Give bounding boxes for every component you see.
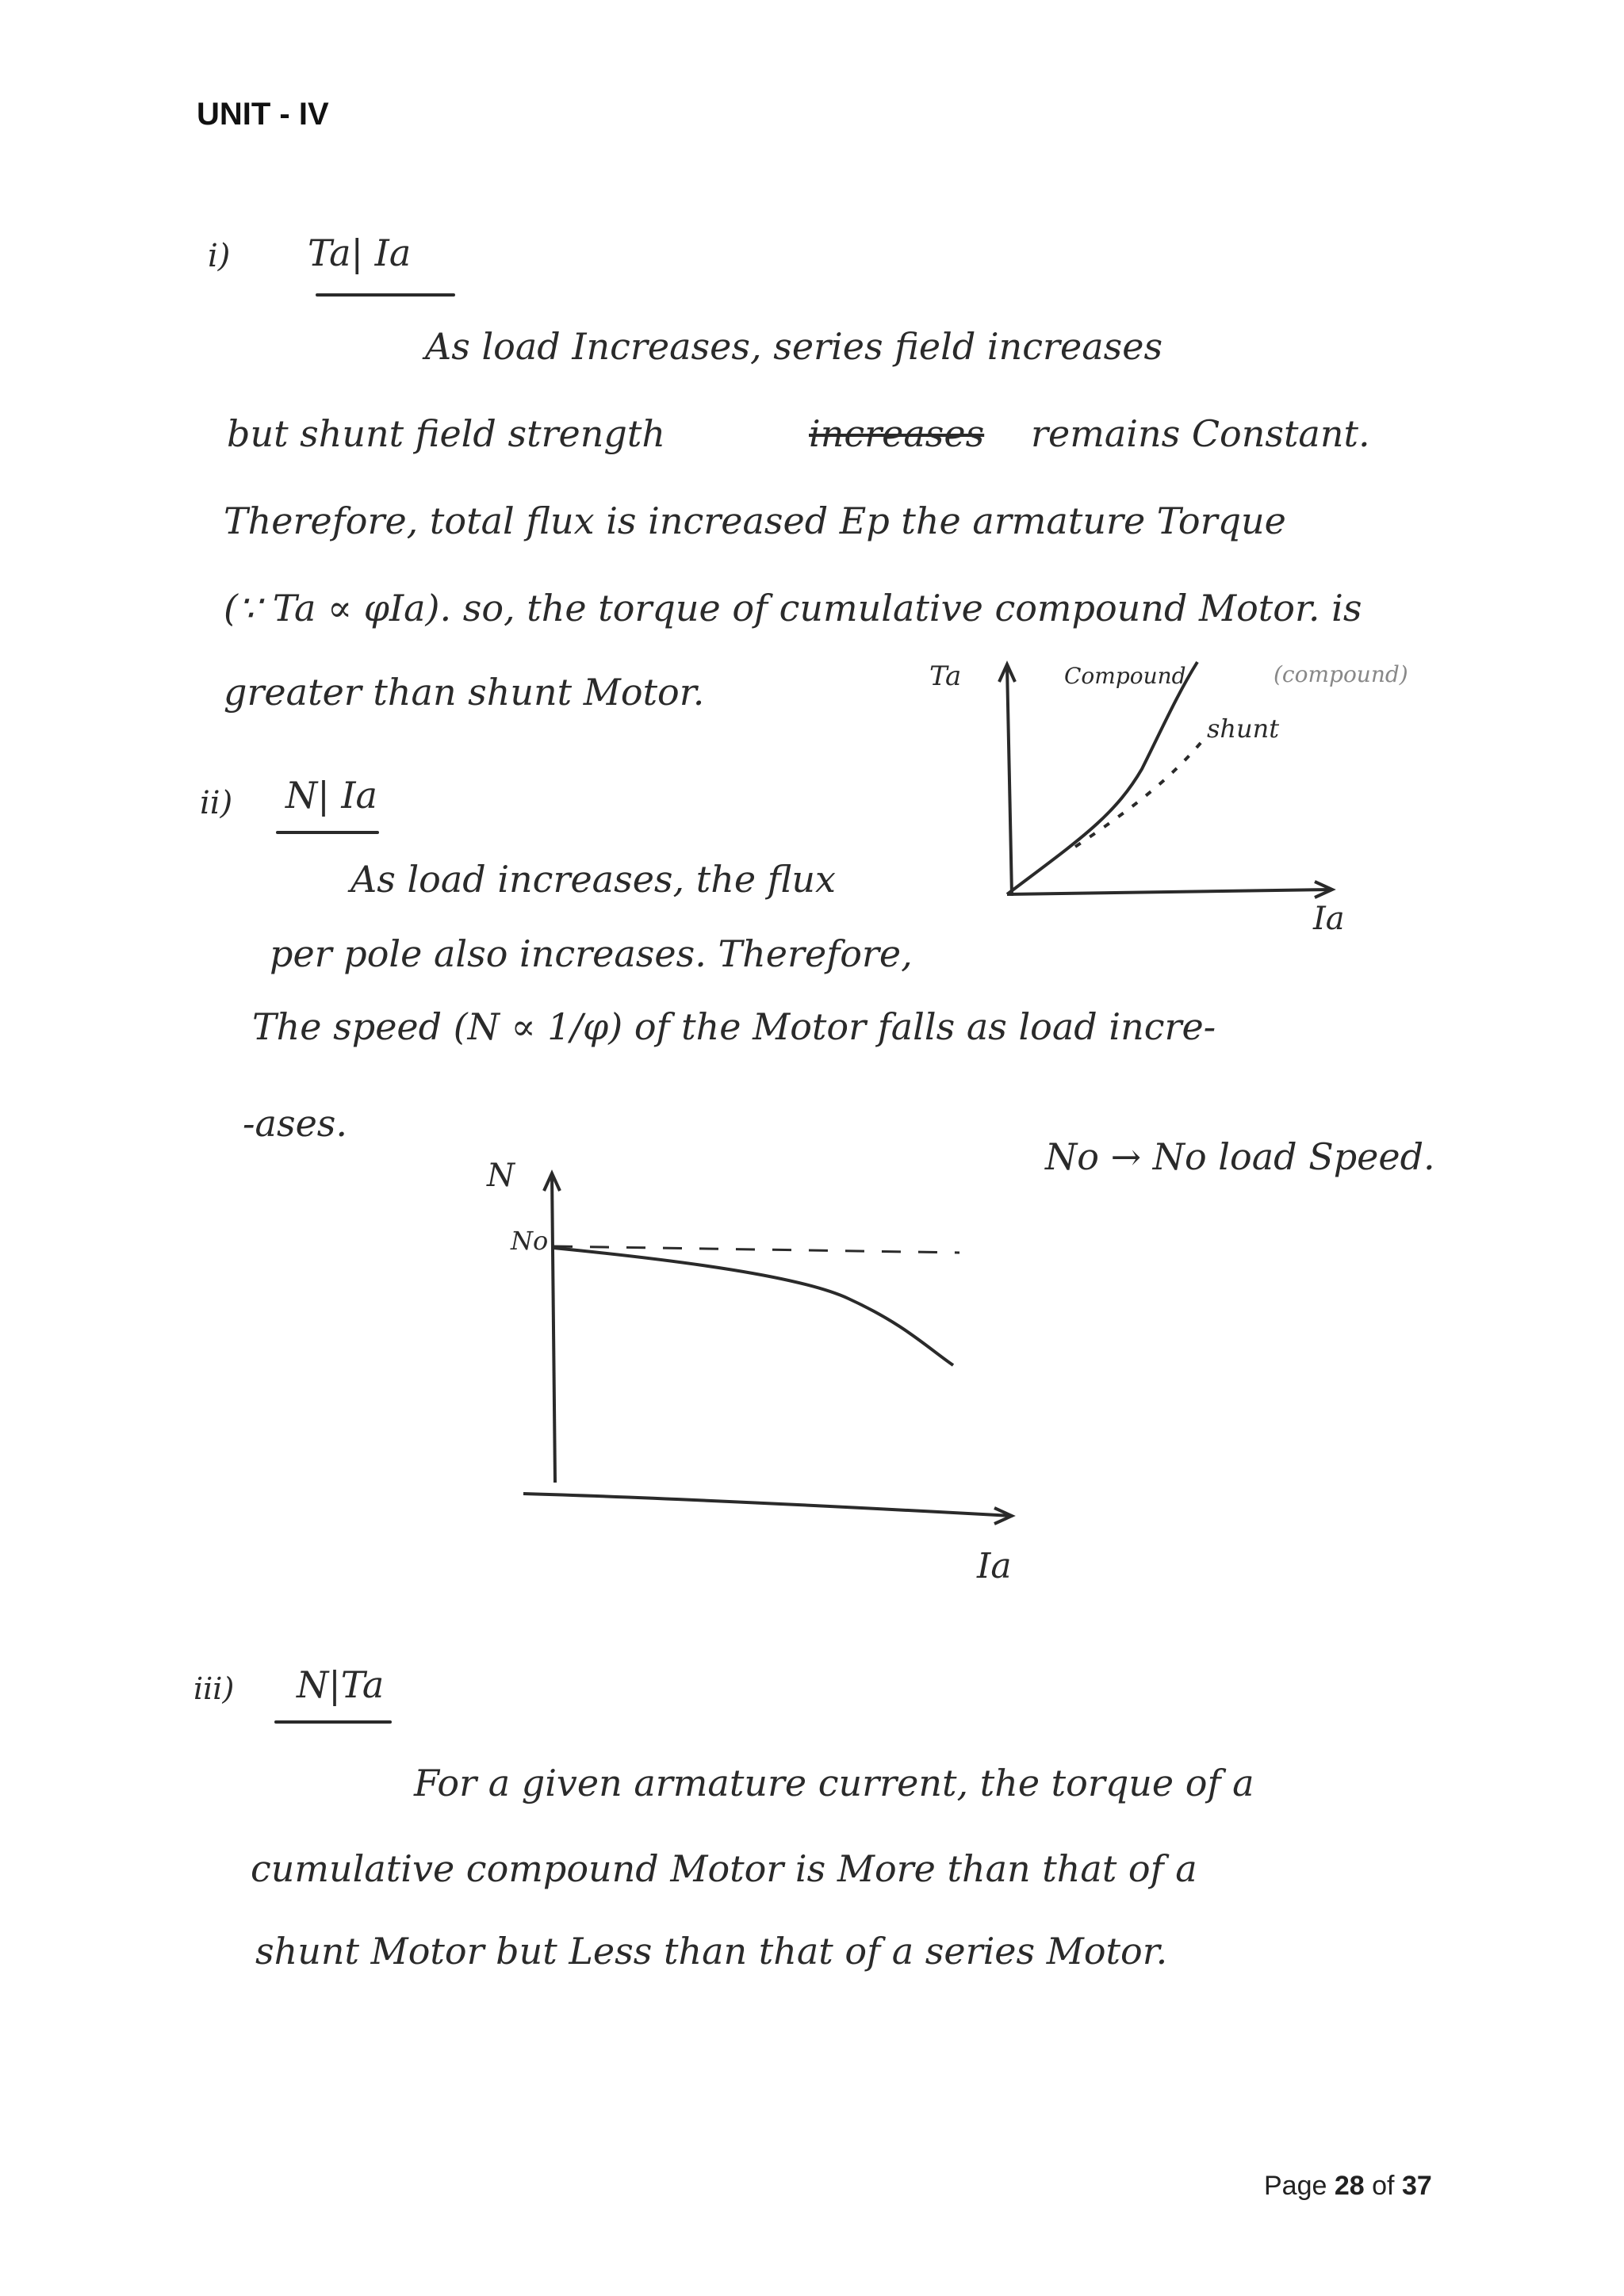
text-line: per pole also increases. Therefore, <box>270 932 913 975</box>
heading-underline <box>276 831 379 834</box>
x-axis <box>523 1494 1012 1516</box>
shunt-curve <box>1075 737 1205 847</box>
unit-header: UNIT - IV <box>197 97 329 132</box>
text-line: but shunt field strength <box>227 412 665 455</box>
heading-underline <box>316 293 455 297</box>
section-heading: N|Ta <box>297 1663 385 1706</box>
ta-ia-graph <box>888 650 1443 951</box>
text-line: For a given armature current, the torque of a <box>414 1762 1254 1804</box>
text-line: The speed (N ∝ 1/φ) of the Motor falls as load incre- <box>252 1005 1216 1048</box>
n-ia-graph <box>476 1158 1078 1601</box>
current-page-number: 28 <box>1334 2171 1365 2201</box>
compound-curve <box>1007 662 1197 894</box>
footer-prefix: Page <box>1264 2171 1327 2201</box>
x-axis-label: Ia <box>1313 901 1345 937</box>
struck-word: increases <box>809 412 985 455</box>
footer-separator: of <box>1372 2171 1395 2201</box>
y-axis <box>552 1173 555 1483</box>
text-line: greater than shunt Motor. <box>224 671 705 714</box>
section-number: ii) <box>200 785 233 821</box>
text-line: Therefore, total flux is increased Ep the armature Torque <box>224 499 1286 542</box>
no-load-reference-line <box>553 1246 959 1253</box>
section-heading: Ta| Ia <box>308 232 412 274</box>
text-line: remains Constant. <box>1031 412 1370 455</box>
compound-label: Compound <box>1064 663 1186 689</box>
y-axis-label: N <box>487 1158 515 1194</box>
text-line: (∵ Ta ∝ φIa). so, the torque of cumulative compound Motor. is <box>224 587 1362 629</box>
reference-label: No <box>511 1226 549 1256</box>
x-axis <box>1007 890 1332 894</box>
section-heading: N| Ia <box>285 774 377 817</box>
text-line: shunt Motor but Less than that of a series Motor. <box>255 1930 1168 1973</box>
y-axis <box>1007 666 1012 896</box>
text-line: cumulative compound Motor is More than that of a <box>251 1847 1197 1890</box>
x-axis-label: Ia <box>977 1546 1012 1586</box>
no-load-note: No → No load Speed. <box>1045 1135 1435 1178</box>
y-axis-label: Ta <box>929 660 962 692</box>
section-number: iii) <box>193 1671 235 1706</box>
text-line: As load increases, the flux <box>350 858 836 901</box>
page-footer <box>1264 2171 1432 2202</box>
total-pages: 37 <box>1401 2171 1432 2201</box>
section-number: i) <box>208 238 231 274</box>
heading-underline <box>274 1720 392 1724</box>
speed-curve <box>553 1248 953 1365</box>
shunt-label: shunt <box>1207 714 1280 744</box>
text-line: -ases. <box>243 1102 348 1145</box>
text-line: As load Increases, series field increases <box>425 325 1163 368</box>
scribble-label: (compound) <box>1274 661 1408 687</box>
